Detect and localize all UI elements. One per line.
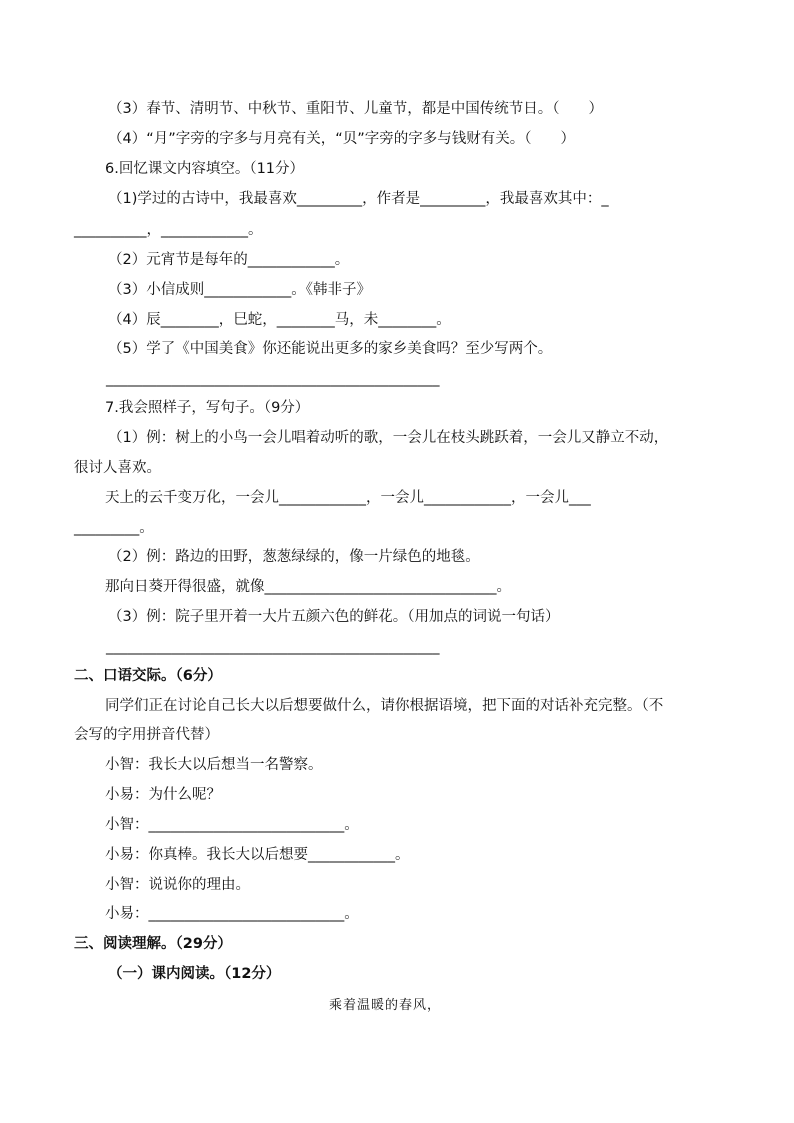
q6-item2: （2）元宵节是每年的____________。	[108, 252, 350, 268]
section2-title: 二、口语交际。（6分）	[74, 668, 222, 684]
dialogue-line-3: 小智：___________________________。	[105, 817, 359, 833]
q7-ex1-line1: （1）例：树上的小鸟一会儿唱着动听的歌，一会儿在枝头跳跃着，一会儿又静立不动，	[108, 430, 669, 446]
q7-ex1-line2: 很讨人喜欢。	[74, 460, 161, 476]
q6-item4: （4）辰________，巳蛇，________马，未________。	[108, 312, 451, 328]
q5-item3: （3）春节、清明节、中秋节、重阳节、儿童节，都是中国传统节日。（ ）	[108, 101, 603, 117]
q6-title: 6.回忆课文内容填空。（11分）	[105, 161, 305, 177]
q7-ans2: 那向日葵开得很盛，就像________________________________。	[105, 579, 511, 595]
q7-title: 7.我会照样子，写句子。（9分）	[105, 400, 310, 416]
q7-ans1-line2: _________。	[74, 520, 154, 536]
section2-intro-line1: 同学们正在讨论自己长大以后想要做什么，请你根据语境，把下面的对话补充完整。（不	[105, 698, 664, 714]
poem-line-1: 乘着温暖的春风，	[329, 998, 442, 1013]
q7-ex2: （2）例：路边的田野，葱葱绿绿的，像一片绿色的地毯。	[108, 549, 480, 565]
q5-item4: （4）“月”字旁的字多与月亮有关，“贝”字旁的字多与钱财有关。（ ）	[108, 131, 576, 147]
dialogue-line-6: 小易：___________________________。	[105, 906, 359, 922]
dialogue-line-4: 小易：你真棒。我长大以后想要____________。	[105, 847, 410, 863]
section3-sub1-title: （一）课内阅读。（12分）	[108, 966, 281, 982]
section3-title: 三、阅读理解。（29分）	[74, 936, 232, 952]
section2-intro-line2: 会写的字用拼音代替）	[74, 727, 219, 743]
q7-ex3: （3）例：院子里开着一大片五颜六色的鲜花。（用加点的词说一句话）	[108, 609, 560, 625]
q7-ans3-line: ______________________________________________	[106, 639, 440, 655]
dialogue-line-5: 小智：说说你的理由。	[105, 877, 250, 893]
q6-item5-answer-line: ______________________________________________	[106, 371, 440, 387]
dialogue-line-1: 小智：我长大以后想当一名警察。	[105, 757, 323, 773]
q6-item5: （5）学了《中国美食》你还能说出更多的家乡美食吗？至少写两个。	[108, 341, 553, 357]
q6-item3: （3）小信成则____________。《韩非子》	[108, 282, 371, 298]
dialogue-line-2: 小易：为什么呢？	[105, 787, 221, 803]
q6-item1-line1: （1)学过的古诗中，我最喜欢_________，作者是_________，我最喜欢其中：_	[108, 191, 609, 207]
q6-item1-line2: __________，____________。	[74, 222, 263, 238]
q7-ans1-line1: 天上的云千变万化，一会儿____________，一会儿____________，一会儿___	[105, 490, 591, 506]
